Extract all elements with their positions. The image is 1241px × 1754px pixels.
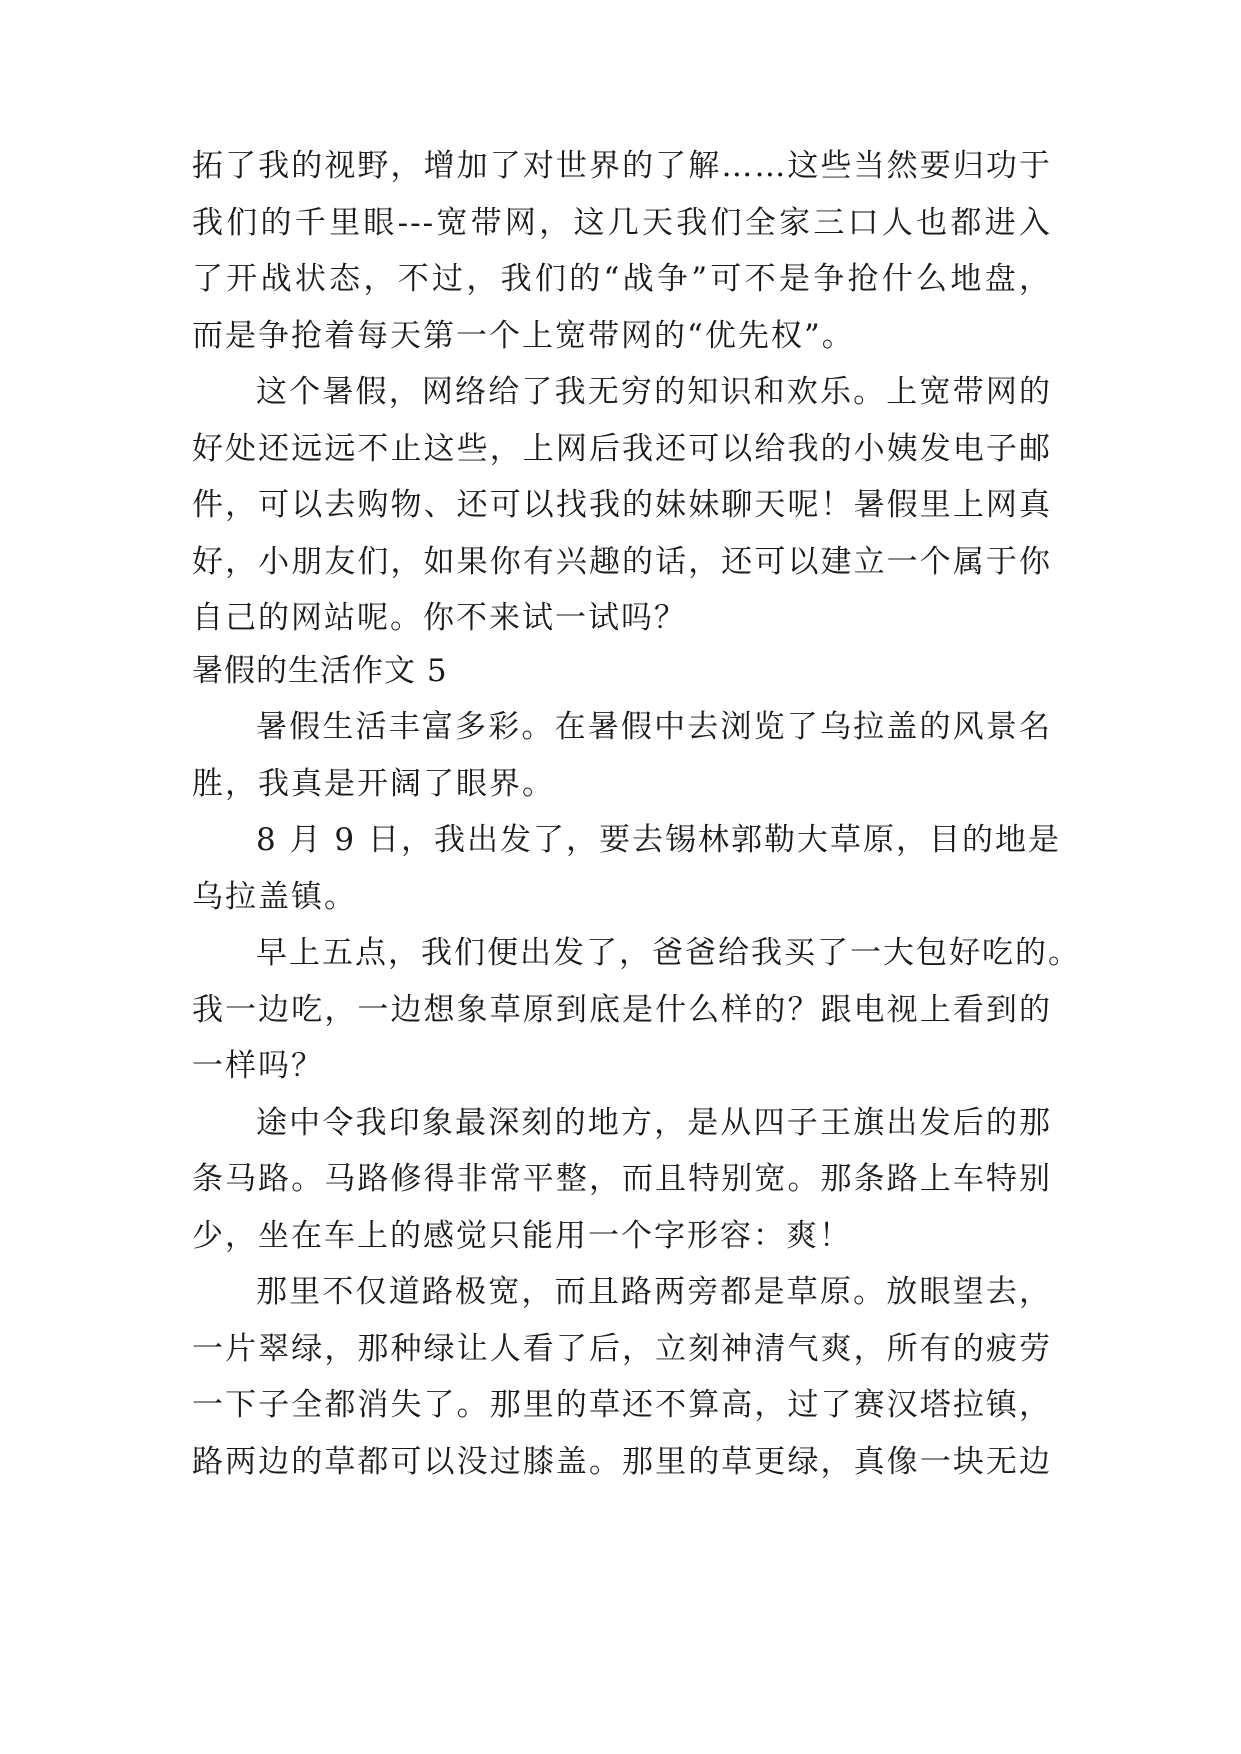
text-line: 好，小朋友们，如果你有兴趣的话，还可以建立一个属于你 (192, 544, 1052, 580)
text-line: 好处还远远不止这些，上网后我还可以给我的小姨发电子邮 (192, 431, 1052, 467)
text-line: 那里不仅道路极宽，而且路两旁都是草原。放眼望去， (256, 1274, 1052, 1310)
text-line: 暑假生活丰富多彩。在暑假中去浏览了乌拉盖的风景名 (256, 709, 1052, 745)
text-line: 少，坐在车上的感觉只能用一个字形容：爽！ (192, 1218, 852, 1254)
text-line: 胜，我真是开阔了眼界。 (192, 766, 555, 802)
text-line: 路两边的草都可以没过膝盖。那里的草更绿，真像一块无边 (192, 1444, 1052, 1480)
text-line: 了开战状态，不过，我们的“战争”可不是争抢什么地盘， (192, 261, 1052, 297)
text-line: 而是争抢着每天第一个上宽带网的“优先权”。 (192, 318, 855, 354)
text-line: 一下子全都消失了。那里的草还不算高，过了赛汉塔拉镇， (192, 1387, 1052, 1423)
text-line: 我们的千里眼---宽带网，这几天我们全家三口人也都进入 (192, 205, 1052, 241)
text-line: 一片翠绿，那种绿让人看了后，立刻神清气爽，所有的疲劳 (192, 1331, 1052, 1367)
text-line: 件，可以去购物、还可以找我的妹妹聊天呢！暑假里上网真 (192, 487, 1052, 523)
text-line: 自己的网站呢。你不来试一试吗？ (192, 600, 687, 636)
text-line: 途中令我印象最深刻的地方，是从四子王旗出发后的那 (256, 1105, 1052, 1141)
text-line: 乌拉盖镇。 (192, 879, 357, 915)
text-line: 条马路。马路修得非常平整，而且特别宽。那条路上车特别 (192, 1161, 1052, 1197)
text-line: 一样吗？ (192, 1048, 324, 1084)
text-line: 这个暑假，网络给了我无穷的知识和欢乐。上宽带网的 (256, 374, 1052, 410)
text-line: 拓了我的视野，增加了对世界的了解……这些当然要归功于 (192, 148, 1052, 184)
section-heading: 暑假的生活作文 5 (192, 653, 448, 689)
text-line: 我一边吃，一边想象草原到底是什么样的？跟电视上看到的 (192, 992, 1052, 1028)
text-line: 8 月 9 日，我出发了，要去锡林郭勒大草原，目的地是 (256, 822, 1062, 858)
text-line: 早上五点，我们便出发了，爸爸给我买了一大包好吃的。 (256, 935, 1081, 971)
